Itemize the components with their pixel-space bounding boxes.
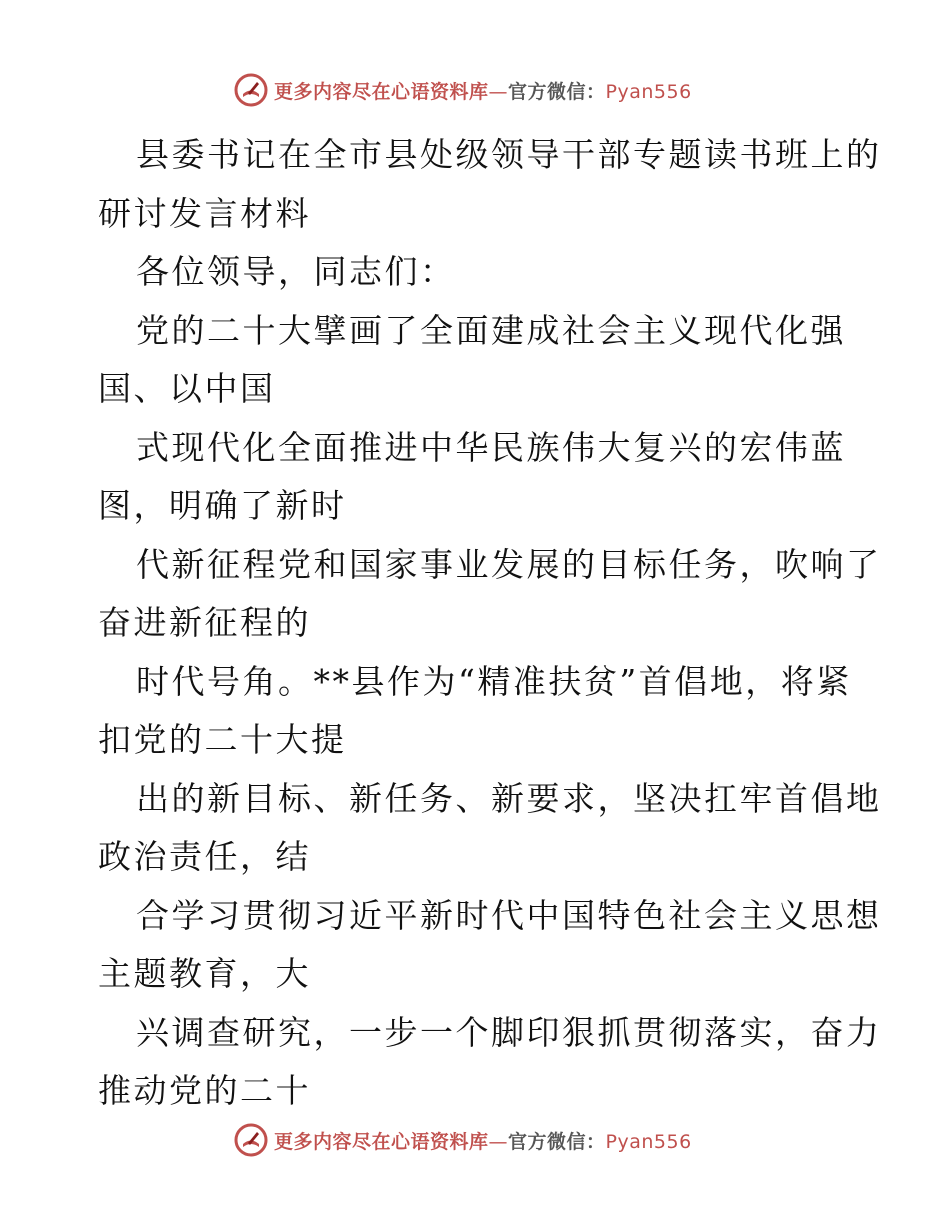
footer-watermark [234, 1122, 692, 1158]
watermark-official-label: 官方微信： [508, 1130, 606, 1153]
watermark-text [274, 1127, 692, 1154]
book-pen-logo-icon [234, 1123, 268, 1157]
text-line: 兴调查研究，一步一个脚印狠抓贯彻落实，奋力 [136, 1012, 882, 1052]
book-pen-logo-icon [234, 73, 268, 107]
watermark-wechat-id: Pyan556 [605, 1130, 692, 1153]
title-line-1: 县委书记在全市县处级领导干部专题读书班上的 [136, 135, 882, 174]
watermark-brand: 更多内容尽在心语资料库 [274, 80, 489, 103]
text-line: 式现代化全面推进中华民族伟大复兴的宏伟蓝 [136, 427, 846, 467]
text-line: 扣党的二十大提 [98, 720, 347, 759]
text-line: 代新征程党和国家事业发展的目标任务，吹响了 [136, 544, 882, 584]
text-line: 图，明确了新时 [98, 486, 347, 525]
text-line: 党的二十大擘画了全面建成社会主义现代化强 [136, 310, 846, 350]
text-line: 出的新目标、新任务、新要求，坚决扛牢首倡地 [136, 778, 882, 818]
watermark-dash: — [488, 1130, 509, 1153]
watermark-dash: — [488, 80, 509, 103]
watermark-text [274, 77, 692, 104]
watermark-official-label: 官方微信： [508, 80, 606, 103]
header-watermark [234, 72, 692, 108]
text-line: 时代号角。**县作为“精准扶贫”首倡地，将紧 [136, 661, 852, 701]
watermark-wechat-id: Pyan556 [605, 80, 692, 103]
text-line: 推动党的二十 [98, 1071, 311, 1110]
salutation: 各位领导，同志们： [136, 252, 456, 291]
text-line: 政治责任，结 [98, 837, 311, 876]
text-line: 奋进新征程的 [98, 603, 311, 642]
document-body [98, 126, 882, 1121]
text-line: 合学习贯彻习近平新时代中国特色社会主义思想 [136, 895, 882, 935]
text-line: 国、以中国 [98, 369, 276, 408]
watermark-brand: 更多内容尽在心语资料库 [274, 1130, 489, 1153]
text-line: 主题教育，大 [98, 954, 311, 993]
title-line-2: 研讨发言材料 [98, 193, 311, 233]
